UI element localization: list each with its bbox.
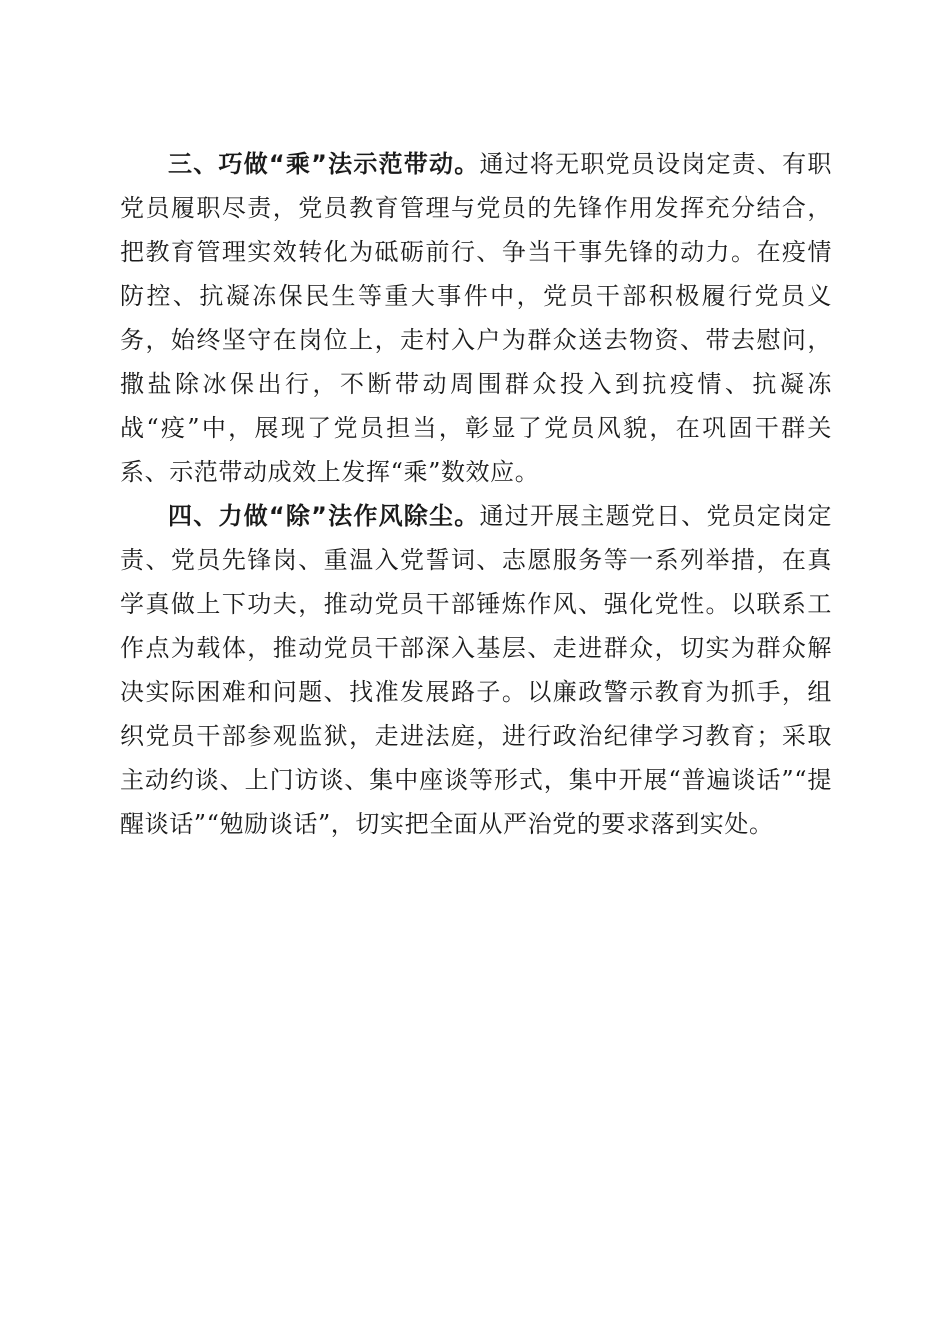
paragraph-three-heading: 三、巧做“乘”法示范带动。 (168, 150, 480, 178)
paragraph-three-body: 通过将无职党员设岗定责、有职党员履职尽责，党员教育管理与党员的先锋作用发挥充分结合，把教育管理实效转化为砥砺前行、争当干事先锋的动力。在疫情防控、抗凝冻保民生等重大事件中，党员干部积极履行党员义务，始终坚守在岗位上，走村入户为群众送去物资、带去慰问，撒盐除冰保出行，不断带动周围群众投入到抗疫情、抗凝冻战“疫”中，展现了党员担当，彰显了党员风貌，在巩固干群关系、示范带动成效上发挥“乘”数效应。 (120, 150, 832, 486)
paragraph-four-body: 通过开展主题党日、党员定岗定责、党员先锋岗、重温入党誓词、志愿服务等一系列举措，在真学真做上下功夫，推动党员干部锤炼作风、强化党性。以联系工作点为载体，推动党员干部深入基层、走进群众，切实为群众解决实际困难和问题、找准发展路子。以廉政警示教育为抓手，组织党员干部参观监狱，走进法庭，进行政治纪律学习教育；采取主动约谈、上门访谈、集中座谈等形式，集中开展“普遍谈话”“提醒谈话”“勉励谈话”，切实把全面从严治党的要求落到实处。 (120, 502, 832, 838)
paragraph-three (120, 142, 832, 494)
paragraph-four (120, 494, 832, 846)
paragraph-four-heading: 四、力做“除”法作风除尘。 (168, 502, 480, 530)
document-body (120, 142, 832, 846)
